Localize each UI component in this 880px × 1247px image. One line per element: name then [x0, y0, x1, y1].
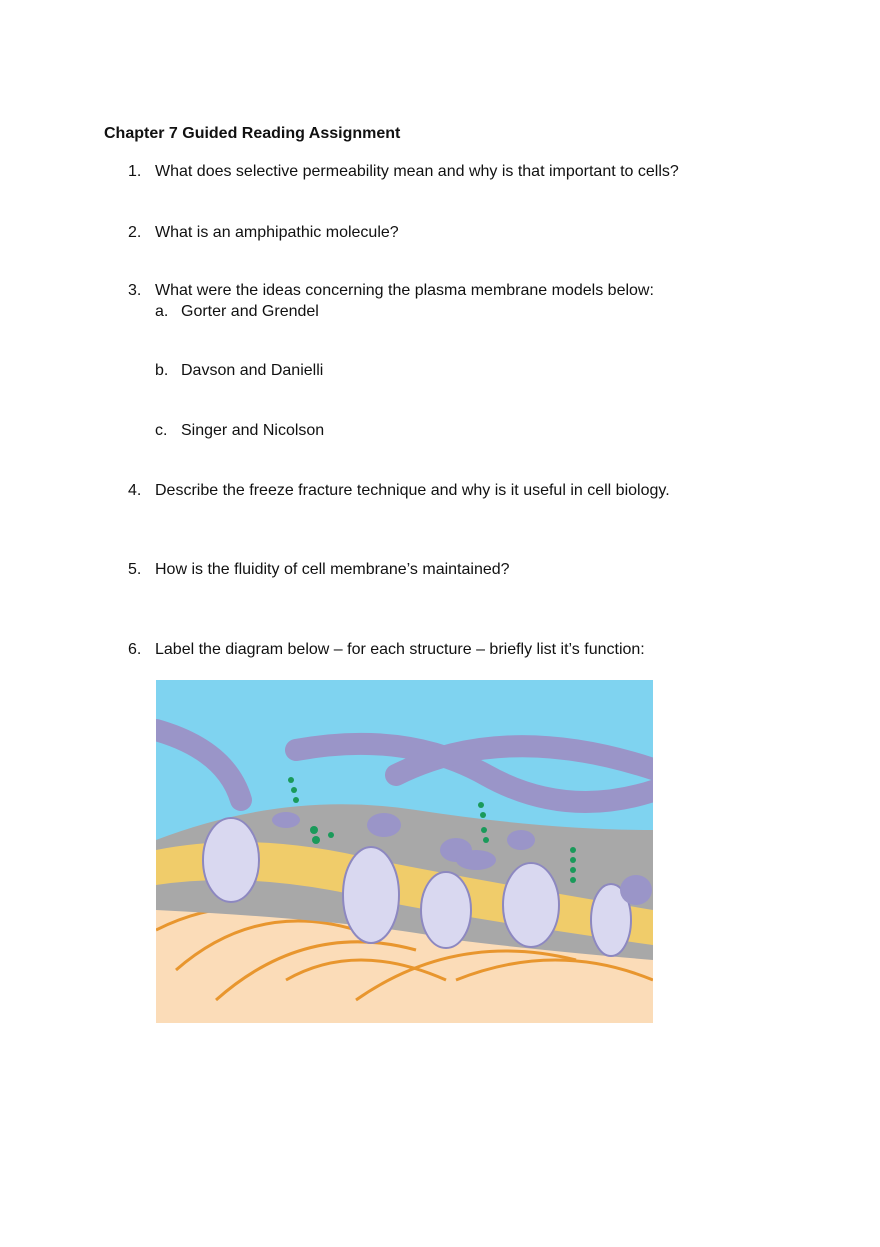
- subquestion-text: Gorter and Grendel: [181, 303, 319, 320]
- question-text: Describe the freeze fracture technique and why is it useful in cell biology.: [155, 482, 670, 499]
- question-text: How is the fluidity of cell membrane’s maintained?: [155, 561, 510, 578]
- subquestion-text: Davson and Danielli: [181, 362, 324, 379]
- question-text: What does selective permeability mean and why is that important to cells?: [155, 163, 679, 180]
- question-1: [128, 162, 679, 182]
- subquestion-text: Singer and Nicolson: [181, 422, 325, 439]
- question-5: [128, 560, 510, 580]
- question-number: 4.: [128, 482, 142, 499]
- subquestion-a: [155, 302, 319, 322]
- question-number: 6.: [128, 641, 142, 658]
- question-text: What is an amphipathic molecule?: [155, 224, 399, 241]
- subquestion-letter: c.: [155, 422, 168, 439]
- question-4: [128, 481, 670, 501]
- subquestion-letter: a.: [155, 303, 169, 320]
- question-number: 3.: [128, 282, 142, 299]
- subquestion-c: [155, 421, 325, 441]
- question-text: Label the diagram below – for each structure – briefly list it’s function:: [155, 641, 645, 658]
- question-text: What were the ideas concerning the plasma membrane models below:: [155, 282, 654, 299]
- question-2: [128, 223, 399, 243]
- plasma-membrane-diagram: [156, 680, 653, 1023]
- question-3: [128, 281, 654, 301]
- subquestion-letter: b.: [155, 362, 169, 379]
- question-6: [128, 640, 645, 660]
- subquestion-b: [155, 361, 324, 381]
- question-number: 5.: [128, 561, 142, 578]
- question-number: 2.: [128, 224, 142, 241]
- question-number: 1.: [128, 163, 142, 180]
- page-title: Chapter 7 Guided Reading Assignment: [104, 125, 401, 142]
